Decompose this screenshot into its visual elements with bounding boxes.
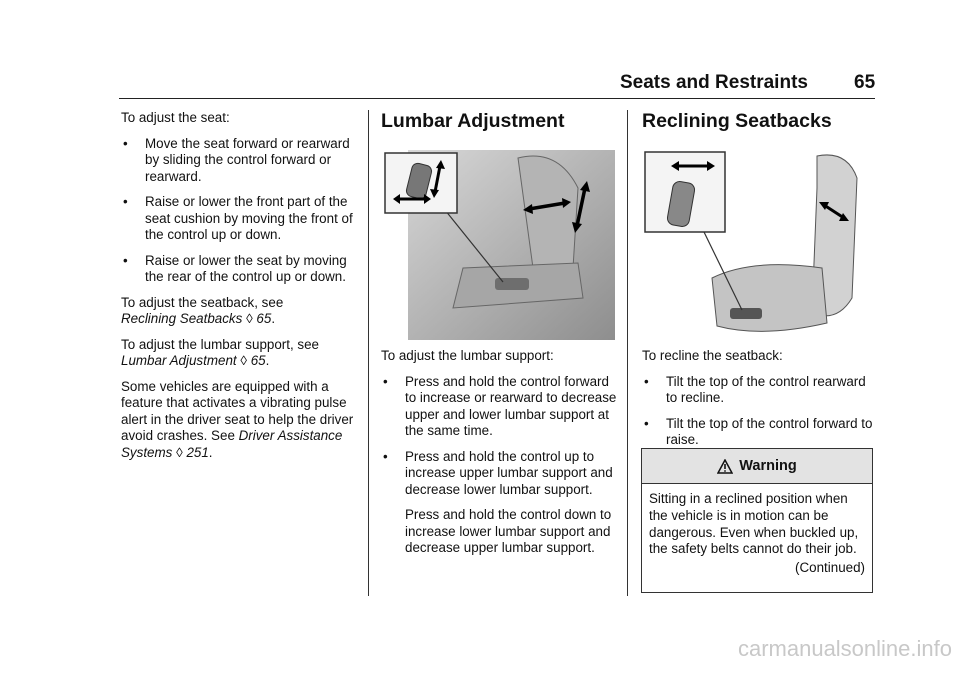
- bullet-char: •: [644, 373, 649, 389]
- seat-intro: To adjust the seat:: [121, 110, 230, 125]
- warning-body: [642, 484, 872, 577]
- list-item: [642, 416, 874, 449]
- bullet-char: •: [123, 252, 128, 268]
- reclining-heading-wrap: [642, 110, 832, 133]
- warning-box: [641, 448, 873, 593]
- list-item: [381, 449, 621, 499]
- watermark: [0, 636, 960, 662]
- list-item: [121, 194, 357, 244]
- list-item-text: Press and hold the control forward to increase or rearward to decrease upper and lower lumbar support at the same time.: [405, 373, 617, 438]
- list-item: [381, 374, 621, 440]
- list-item: [121, 136, 357, 186]
- warning-continued: (Continued): [795, 560, 865, 576]
- recline-intro: To recline the seatback:: [642, 348, 783, 363]
- lumbar-sub-paragraph: Press and hold the control down to increase lower lumbar support and decrease upper lumbar support.: [405, 507, 612, 555]
- bullet-char: •: [123, 194, 128, 209]
- lumbar-paragraph: To adjust the lumbar support, see Lumbar Adjustment ◊ 65.: [121, 336, 319, 368]
- seat-cushion-shape: [712, 265, 827, 332]
- page-ref-icon: ◊: [176, 444, 183, 460]
- page-number: 65: [854, 72, 876, 93]
- page-ref: 65: [256, 311, 272, 326]
- bullet-char: •: [383, 448, 388, 464]
- lumbar-heading-wrap: [381, 110, 564, 133]
- page-ref: 251: [186, 444, 209, 460]
- warning-title: Warning: [739, 458, 797, 474]
- list-item: [121, 253, 357, 286]
- warning-text: Sitting in a reclined position when the vehicle is in motion can be dangerous. Even when buckled up, the safety belts cannot do their job.: [649, 491, 859, 557]
- list-item-text: Press and hold the control up to increase upper lumbar support and decrease lower lumbar support.: [405, 448, 613, 497]
- list-item-text: Raise or lower the seat by moving the rear of the control up or down.: [145, 252, 347, 284]
- lumbar-heading: Lumbar Adjustment: [381, 110, 565, 132]
- recline-control-illustration: [642, 148, 874, 340]
- seatback-text: To adjust the seatback, see: [121, 294, 284, 310]
- seat-control-knob: [730, 308, 762, 319]
- bullet-char: •: [383, 373, 388, 389]
- bullet-char: •: [123, 135, 128, 151]
- column-divider-1: [368, 110, 369, 596]
- column-1: [121, 110, 357, 470]
- column-2: [381, 348, 621, 566]
- page-ref: 65: [250, 353, 266, 368]
- reclining-seatbacks-link[interactable]: Reclining Seatbacks: [121, 311, 243, 326]
- list-item-text: Move the seat forward or rearward by sliding the control forward or rearward.: [145, 135, 350, 184]
- list-item: [642, 374, 874, 407]
- column-3: [642, 348, 874, 458]
- page-ref-icon: ◊: [246, 311, 253, 326]
- warning-icon: [717, 459, 733, 474]
- page-ref-icon: ◊: [240, 353, 247, 368]
- seatback-paragraph: To adjust the seatback, see Reclining Seatbacks ◊ 65.: [121, 294, 284, 326]
- list-item-text: Tilt the top of the control forward to raise.: [666, 415, 873, 447]
- driver-assistance-link[interactable]: Driver Assistance Systems: [121, 428, 343, 460]
- vibration-text: Some vehicles are equipped with a feature that activates a vibrating pulse alert in the driver seat to help the driver avoid crashes. See: [121, 378, 354, 443]
- watermark-text: carmanualsonline.info: [737, 636, 952, 661]
- header-divider: [119, 98, 875, 99]
- vibration-paragraph: Some vehicles are equipped with a feature that activates a vibrating pulse alert in the driver seat to help the driver avoid crashes. See Driver Assistance Systems ◊ 251.: [121, 378, 354, 460]
- lumbar-text: To adjust the lumbar support, see: [121, 336, 319, 352]
- section-title: Seats and Restraints: [620, 72, 808, 93]
- lumbar-adjustment-link[interactable]: Lumbar Adjustment: [121, 353, 237, 368]
- lumbar-intro: To adjust the lumbar support:: [381, 348, 554, 363]
- warning-header: [642, 449, 872, 484]
- lumbar-control-illustration: [383, 148, 615, 340]
- reclining-heading: Reclining Seatbacks: [642, 110, 832, 132]
- bullet-char: •: [644, 415, 649, 431]
- column-divider-2: [627, 110, 628, 596]
- list-item-text: Raise or lower the front part of the seat cushion by moving the front of the control up or down.: [145, 194, 353, 242]
- list-item-text: Tilt the top of the control rearward to recline.: [666, 373, 866, 405]
- seat-control-knob: [495, 278, 529, 290]
